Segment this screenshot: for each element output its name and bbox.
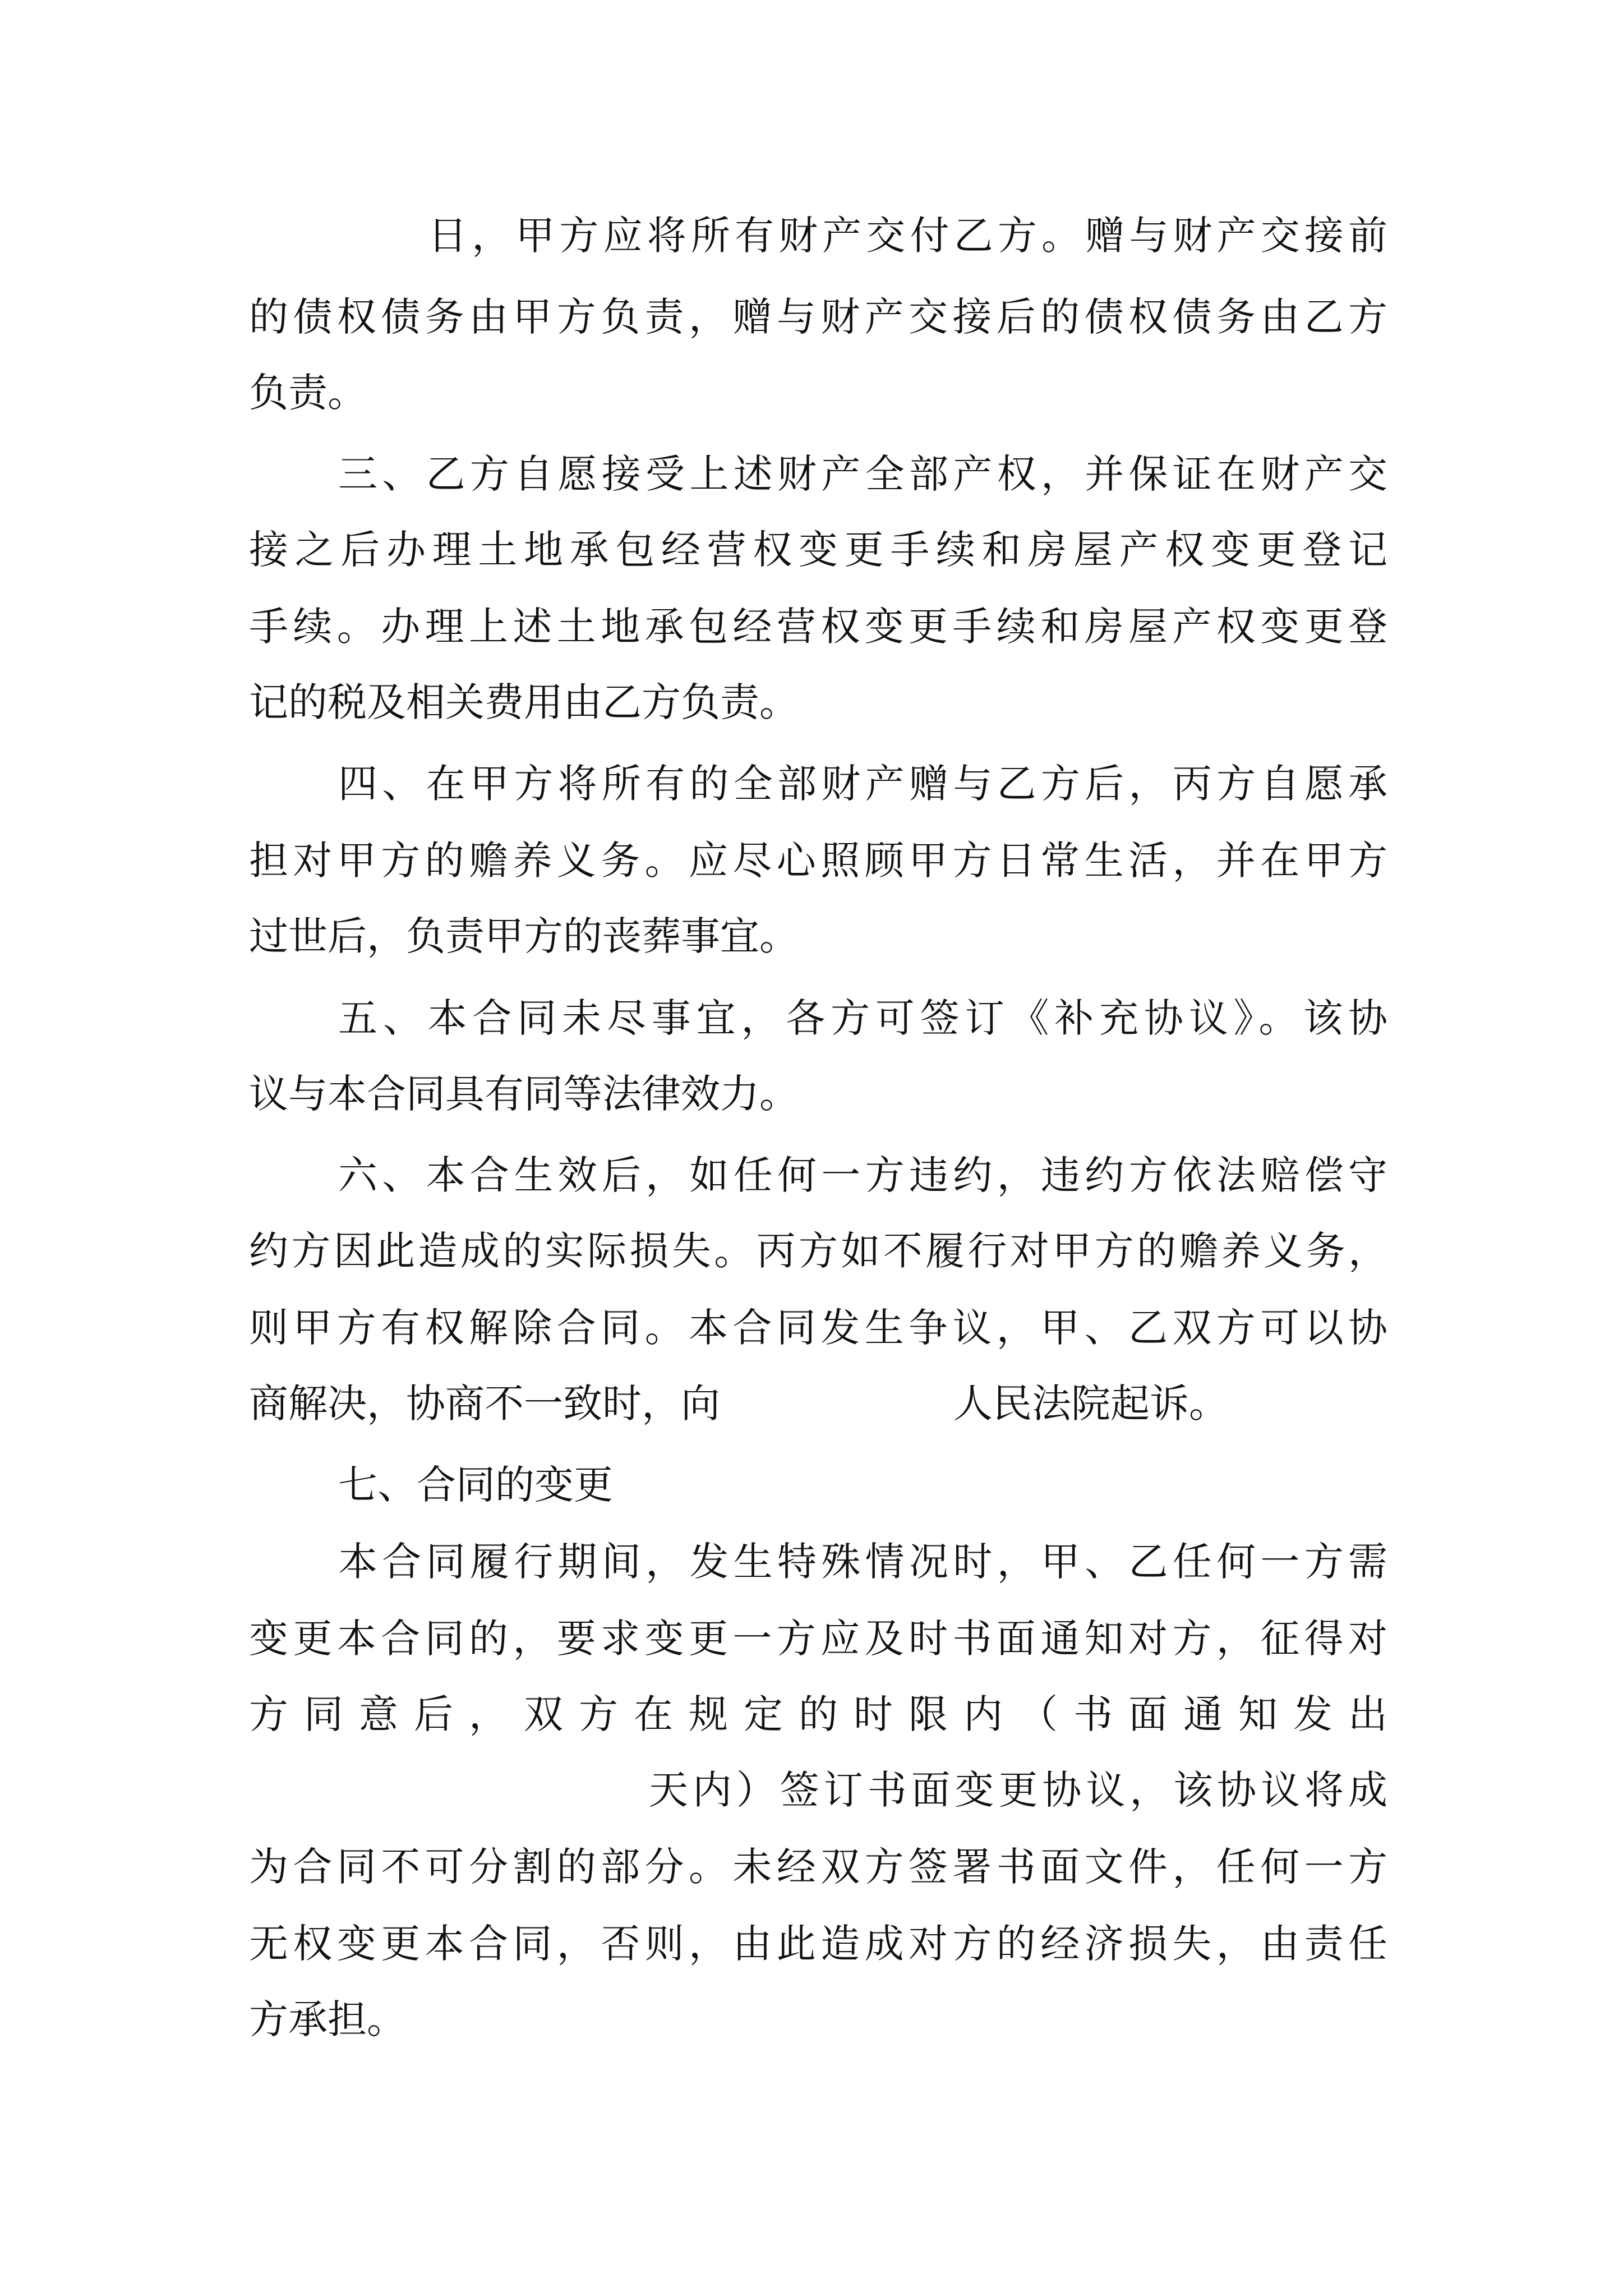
text-line: 议与本合同具有同等法律效力。 <box>249 1071 799 1117</box>
text-line: 无权变更本合同，否则，由此造成对方的经济损失，由责任 <box>249 1921 1387 1967</box>
text-line: 方承担。 <box>249 1996 406 2042</box>
text-line: 接之后办理土地承包经营权变更手续和房屋产权变更登记 <box>249 527 1387 573</box>
text-line: 商解决，协商不一致时，向 <box>249 1381 720 1427</box>
text-line: 方同意后，双方在规定的时限内（书面通知发出 <box>249 1691 1387 1737</box>
text-line: 手续。办理上述土地承包经营权变更手续和房屋产权变更登 <box>249 604 1387 650</box>
text-line: 日，甲方应将所有财产交付乙方。赠与财产交接前 <box>428 213 1387 259</box>
text-line: 变更本合同的，要求变更一方应及时书面通知对方，征得对 <box>249 1616 1387 1662</box>
text-line: 过世后，负责甲方的丧葬事宜。 <box>249 913 799 959</box>
text-line: 记的税及相关费用由乙方负责。 <box>249 679 799 725</box>
text-line: 负责。 <box>249 370 367 416</box>
text-line: 担对甲方的赡养义务。应尽心照顾甲方日常生活，并在甲方 <box>249 838 1387 884</box>
text-line: 的债权债务由甲方负责，赠与财产交接后的债权债务由乙方 <box>249 294 1387 340</box>
text-line: 六、本合生效后，如任何一方违约，违约方依法赔偿守 <box>338 1152 1387 1198</box>
text-line: 天内）签订书面变更协议，该协议将成 <box>649 1767 1387 1813</box>
text-line: 人民法院起诉。 <box>953 1381 1228 1427</box>
text-line: 约方因此造成的实际损失。丙方如不履行对甲方的赡养义务， <box>249 1228 1387 1274</box>
text-line: 为合同不可分割的部分。未经双方签署书面文件，任何一方 <box>249 1844 1387 1890</box>
text-line: 七、合同的变更 <box>338 1462 613 1508</box>
text-line: 五、本合同未尽事宜，各方可签订《补充协议》。该协 <box>338 995 1387 1041</box>
text-line: 则甲方有权解除合同。本合同发生争议，甲、乙双方可以协 <box>249 1305 1387 1351</box>
text-line: 本合同履行期间，发生特殊情况时，甲、乙任何一方需 <box>338 1539 1387 1585</box>
text-line: 三、乙方自愿接受上述财产全部产权，并保证在财产交 <box>338 451 1387 497</box>
text-line: 四、在甲方将所有的全部财产赠与乙方后，丙方自愿承 <box>338 761 1387 807</box>
